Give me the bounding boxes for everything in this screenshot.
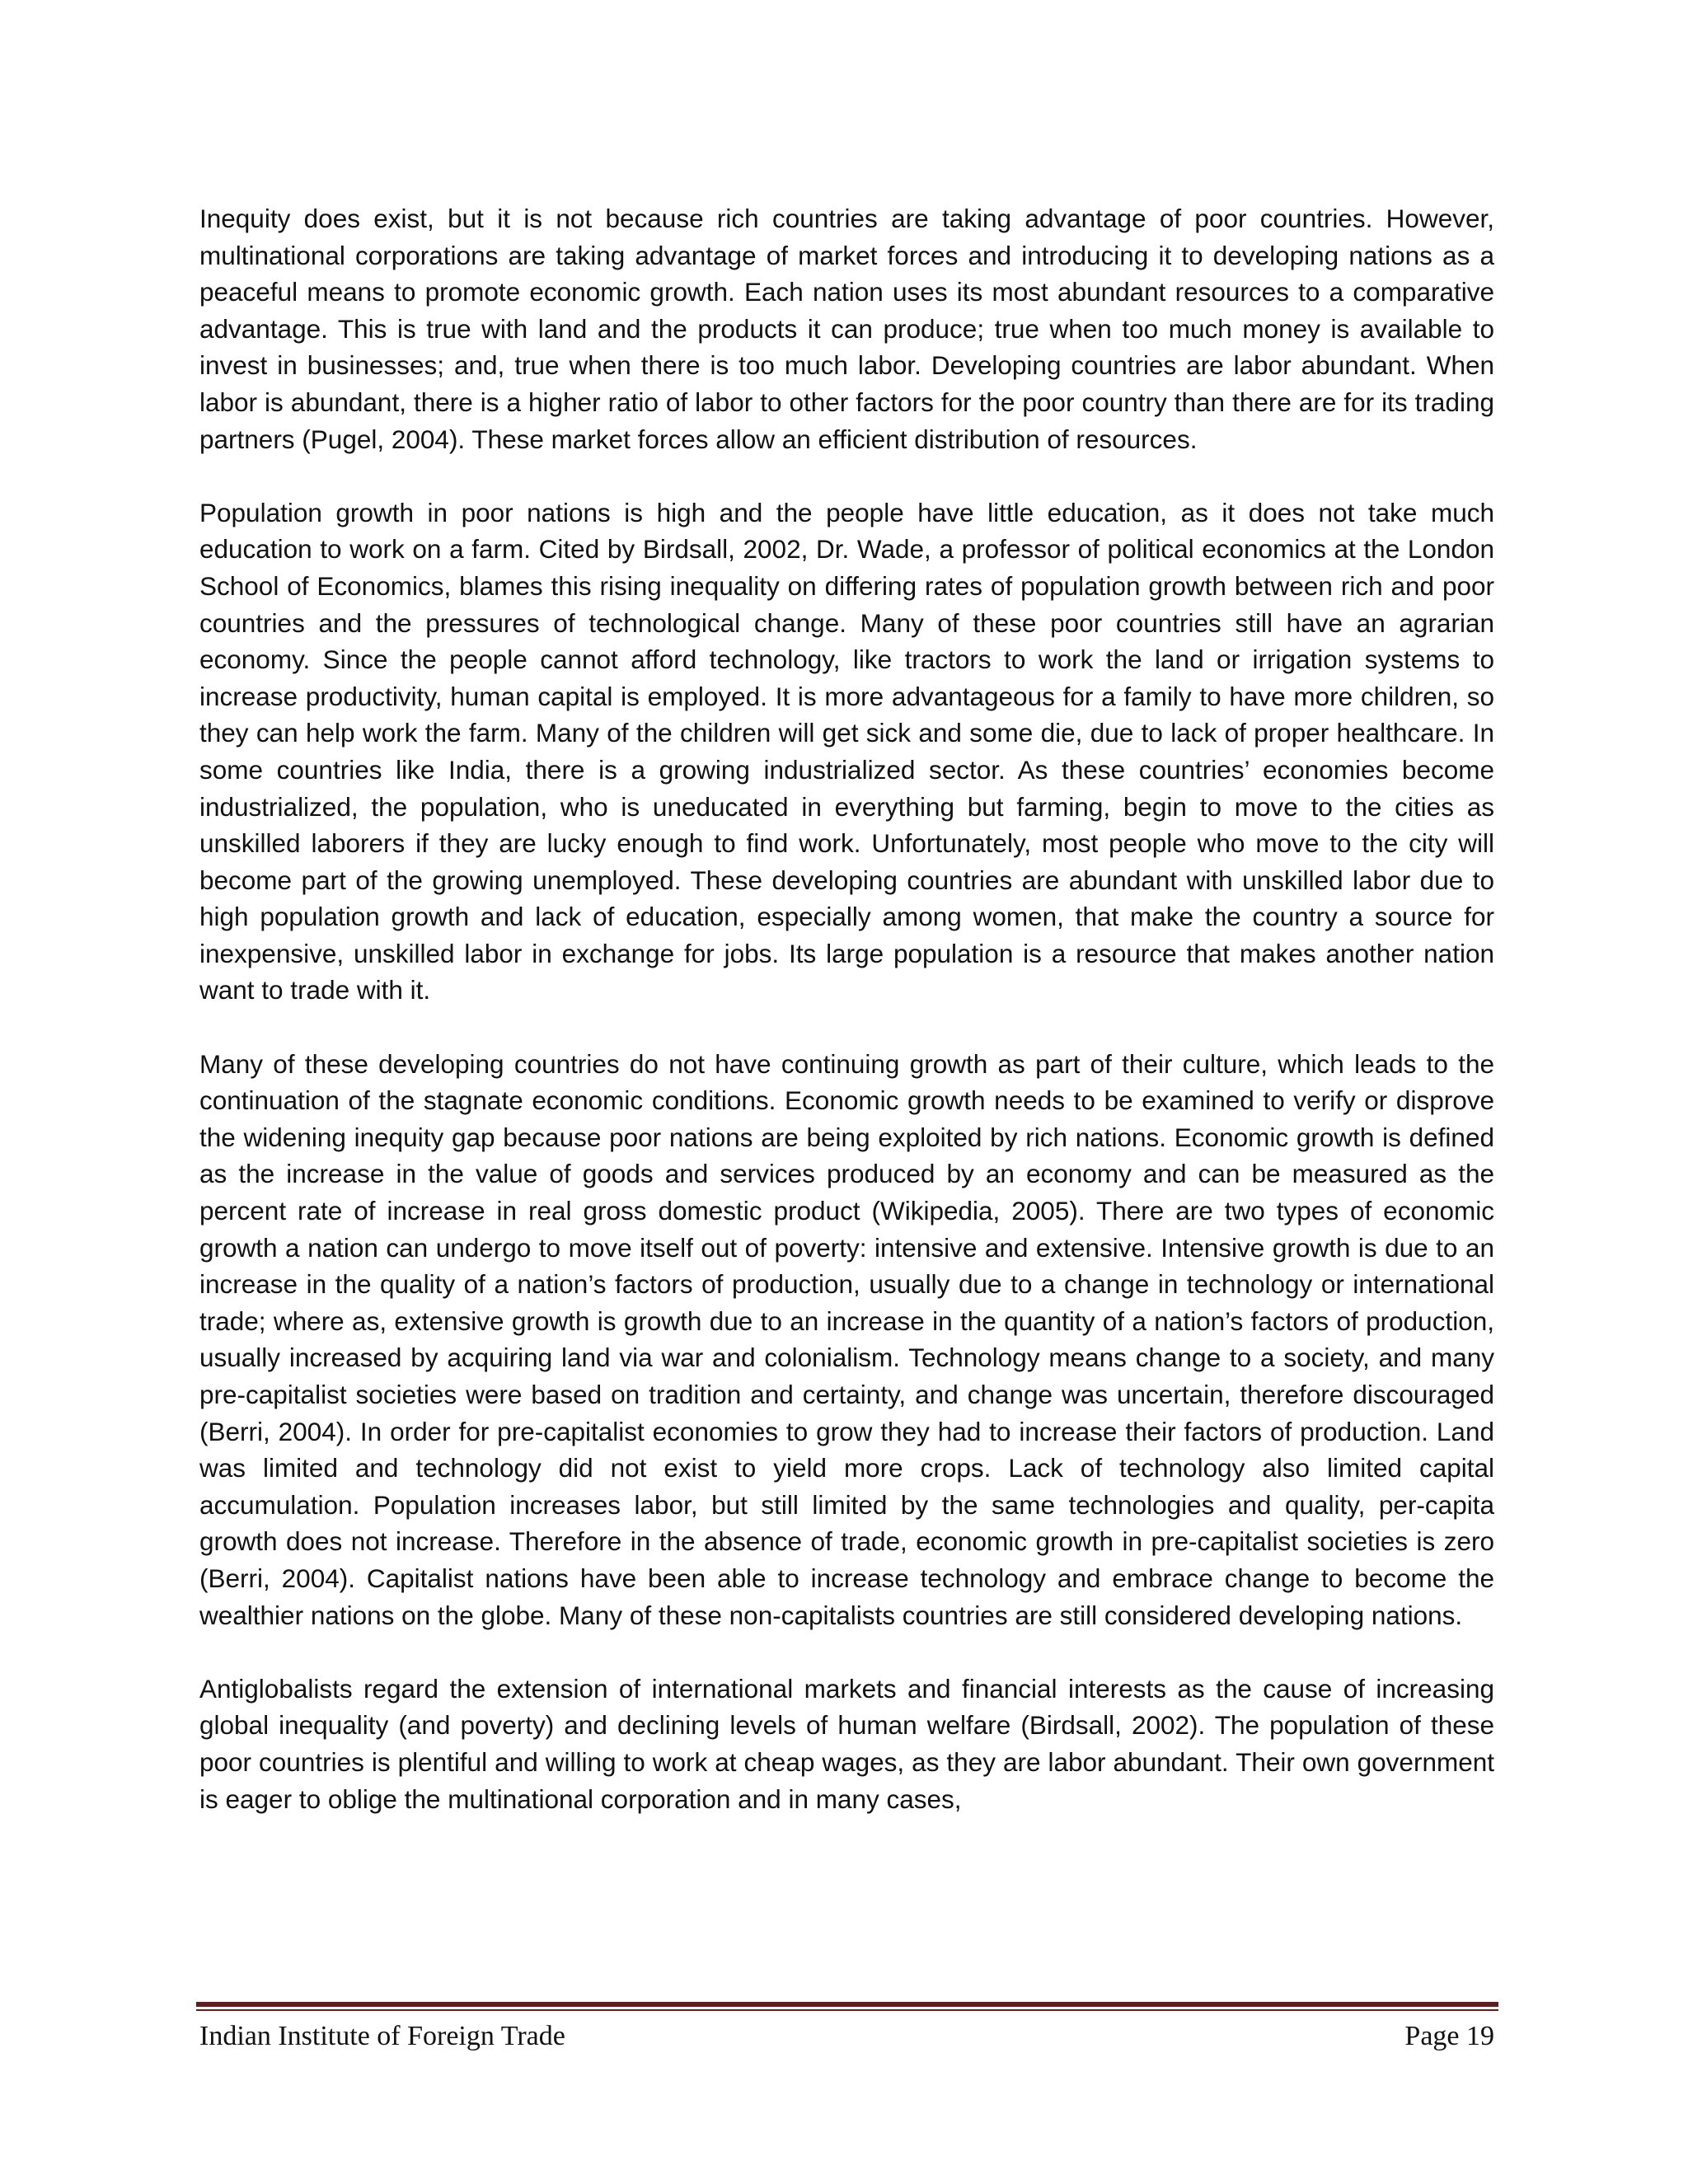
- footer-divider-thin: [196, 2009, 1498, 2011]
- document-body: [199, 200, 1494, 1817]
- paragraph-2: Population growth in poor nations is high and the people have little education, as it does not take much education to work on a farm. Cited by Birdsall, 2002, Dr. Wade, a professor of political economics at the London School of Economics, blames this rising inequality on differing rates of population growth between rich and poor countries and the pressures of technological change. Many of these poor countries still have an agrarian economy. Since the people cannot afford technology, like tractors to work the land or irrigation systems to increase productivity, human capital is employed. It is more advantageous for a family to have more children, so they can help work the farm. Many of the children will get sick and some die, due to lack of proper healthcare. In some countries like India, there is a growing industrialized sector. As these countries’ economies become industrialized, the population, who is uneducated in everything but farming, begin to move to the cities as unskilled laborers if they are lucky enough to find work. Unfortunately, most people who move to the city will become part of the growing unemployed. These developing countries are abundant with unskilled labor due to high population growth and lack of education, especially among women, that make the country a source for inexpensive, unskilled labor in exchange for jobs. Its large population is a resource that makes another nation want to trade with it.: [199, 497, 1494, 1005]
- footer-divider-thick: [196, 2002, 1498, 2007]
- page-footer: [199, 2016, 1494, 2057]
- paragraph-1: Inequity does exist, but it is not because rich countries are taking advantage of poor countries. However, multinational corporations are taking advantage of market forces and introducing it to developing nations as a peaceful means to promote economic growth. Each nation uses its most abundant resources to a comparative advantage. This is true with land and the products it can produce; true when too much money is available to invest in businesses; and, true when there is too much labor. Developing countries are labor abundant. When labor is abundant, there is a higher ratio of labor to other factors for the poor country than there are for its trading partners (Pugel, 2004). These market forces allow an efficient distribution of resources.: [199, 204, 1494, 454]
- footer-institution: Indian Institute of Foreign Trade: [199, 2021, 565, 2051]
- paragraph-3: Many of these developing countries do not have continuing growth as part of their culture, which leads to the continuation of the stagnate economic conditions. Economic growth needs to be examined to verify or disprove the widening inequity gap because poor nations are being exploited by rich nations. Economic growth is defined as the increase in the value of goods and services produced by an economy and can be measured as the percent rate of increase in real gross domestic product (Wikipedia, 2005). There are two types of economic growth a nation can undergo to move itself out of poverty: intensive and extensive. Intensive growth is due to an increase in the quality of a nation’s factors of production, usually due to a change in technology or international trade; where as, extensive growth is growth due to an increase in the quantity of a nation’s factors of production, usually increased by acquiring land via war and colonialism. Technology means change to a society, and many pre-capitalist societies were based on tradition and certainty, and change was uncertain, therefore discouraged (Berri, 2004). In order for pre-capitalist economies to grow they had to increase their factors of production. Land was limited and technology did not exist to yield more crops. Lack of technology also limited capital accumulation. Population increases labor, but still limited by the same technologies and quality, per-capita growth does not increase. Therefore in the absence of trade, economic growth in pre-capitalist societies is zero (Berri, 2004). Capitalist nations have been able to increase technology and embrace change to become the wealthier nations on the globe. Many of these non-capitalists countries are still considered developing nations.: [199, 1048, 1494, 1630]
- footer-page-number: Page 19: [1404, 2021, 1494, 2051]
- paragraph-4: Antiglobalists regard the extension of international markets and financial interests as the cause of increasing global inequality (and poverty) and declining levels of human welfare (Birdsall, 2002). The population of these poor countries is plentiful and willing to work at cheap wages, as they are labor abundant. Their own government is eager to oblige the multinational corporation and in many cases,: [199, 1673, 1494, 1814]
